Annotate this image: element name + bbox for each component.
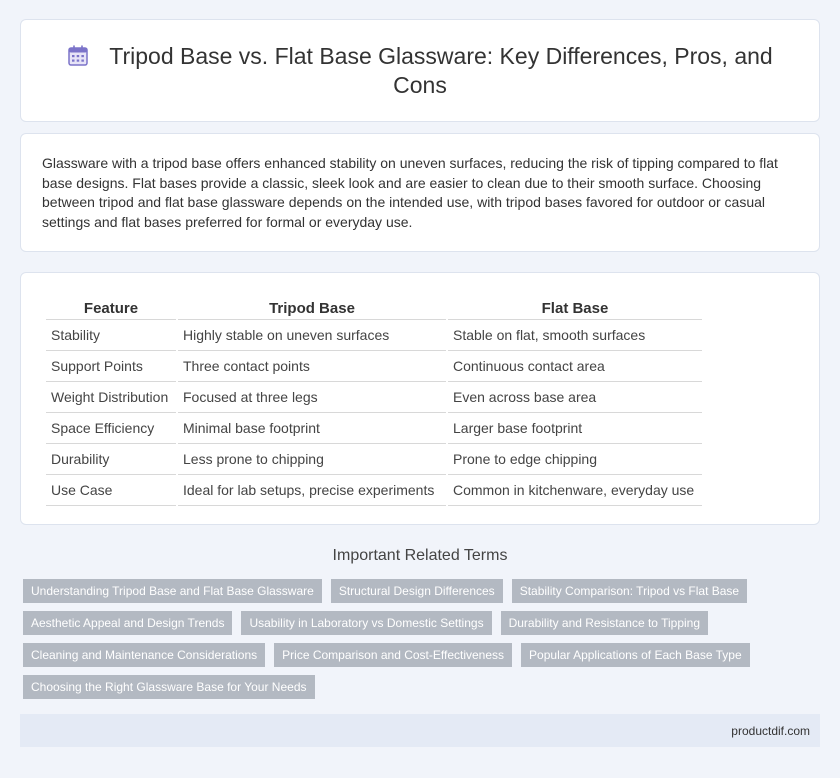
related-term-tag[interactable]: Choosing the Right Glassware Base for Your Needs [23, 675, 315, 699]
table-row [46, 351, 702, 382]
related-term-tag[interactable]: Price Comparison and Cost-Effectiveness [274, 643, 512, 667]
related-term-tag[interactable]: Understanding Tripod Base and Flat Base Glassware [23, 579, 322, 603]
table-cell: Three contact points [178, 351, 446, 382]
page-title-text: Tripod Base vs. Flat Base Glassware: Key Differences, Pros, and Cons [109, 43, 773, 98]
column-header-tripod-base: Tripod Base [178, 297, 446, 320]
intro-card [20, 133, 820, 252]
column-header-flat-base: Flat Base [448, 297, 702, 320]
table-row [46, 413, 702, 444]
related-term-tag[interactable]: Structural Design Differences [331, 579, 503, 603]
table-cell: Prone to edge chipping [448, 444, 702, 475]
related-term-tag[interactable]: Stability Comparison: Tripod vs Flat Base [512, 579, 747, 603]
table-cell: Durability [46, 444, 176, 475]
related-term-tag[interactable]: Popular Applications of Each Base Type [521, 643, 750, 667]
table-cell: Larger base footprint [448, 413, 702, 444]
table-row [46, 320, 702, 351]
table-row [46, 444, 702, 475]
page-title [21, 42, 819, 100]
calendar-icon [67, 45, 89, 67]
footer [20, 714, 820, 747]
table-row [46, 475, 702, 506]
title-card [20, 19, 820, 122]
table-cell: Highly stable on uneven surfaces [178, 320, 446, 351]
related-terms-list [23, 579, 783, 699]
related-term-tag[interactable]: Usability in Laboratory vs Domestic Settings [241, 611, 491, 635]
table-cell: Less prone to chipping [178, 444, 446, 475]
related-term-tag[interactable]: Cleaning and Maintenance Considerations [23, 643, 265, 667]
table-cell: Use Case [46, 475, 176, 506]
table-cell: Even across base area [448, 382, 702, 413]
related-term-tag[interactable]: Durability and Resistance to Tipping [501, 611, 708, 635]
related-terms-heading: Important Related Terms [332, 547, 508, 564]
comparison-card [20, 272, 820, 525]
table-cell: Stable on flat, smooth surfaces [448, 320, 702, 351]
table-cell: Support Points [46, 351, 176, 382]
table-cell: Minimal base footprint [178, 413, 446, 444]
table-cell: Common in kitchenware, everyday use [448, 475, 702, 506]
column-header-feature: Feature [46, 297, 176, 320]
table-row [46, 382, 702, 413]
table-header-row [46, 297, 702, 320]
table-cell: Ideal for lab setups, precise experiments [178, 475, 446, 506]
table-cell: Space Efficiency [46, 413, 176, 444]
comparison-table [44, 297, 704, 506]
site-link[interactable]: productdif.com [731, 724, 810, 738]
table-cell: Focused at three legs [178, 382, 446, 413]
related-term-tag[interactable]: Aesthetic Appeal and Design Trends [23, 611, 232, 635]
table-cell: Continuous contact area [448, 351, 702, 382]
table-cell: Stability [46, 320, 176, 351]
intro-paragraph: Glassware with a tripod base offers enhanced stability on uneven surfaces, reducing the risk of tipping compared to flat base designs. Flat bases provide a classic, sleek look and are easier to clean due to their smooth surface. Choosing between tripod and flat base glassware depends on the intended use, with tripod bases favored for outdoor or casual settings and flat bases preferred for formal or everyday use. [42, 155, 778, 230]
table-cell: Weight Distribution [46, 382, 176, 413]
